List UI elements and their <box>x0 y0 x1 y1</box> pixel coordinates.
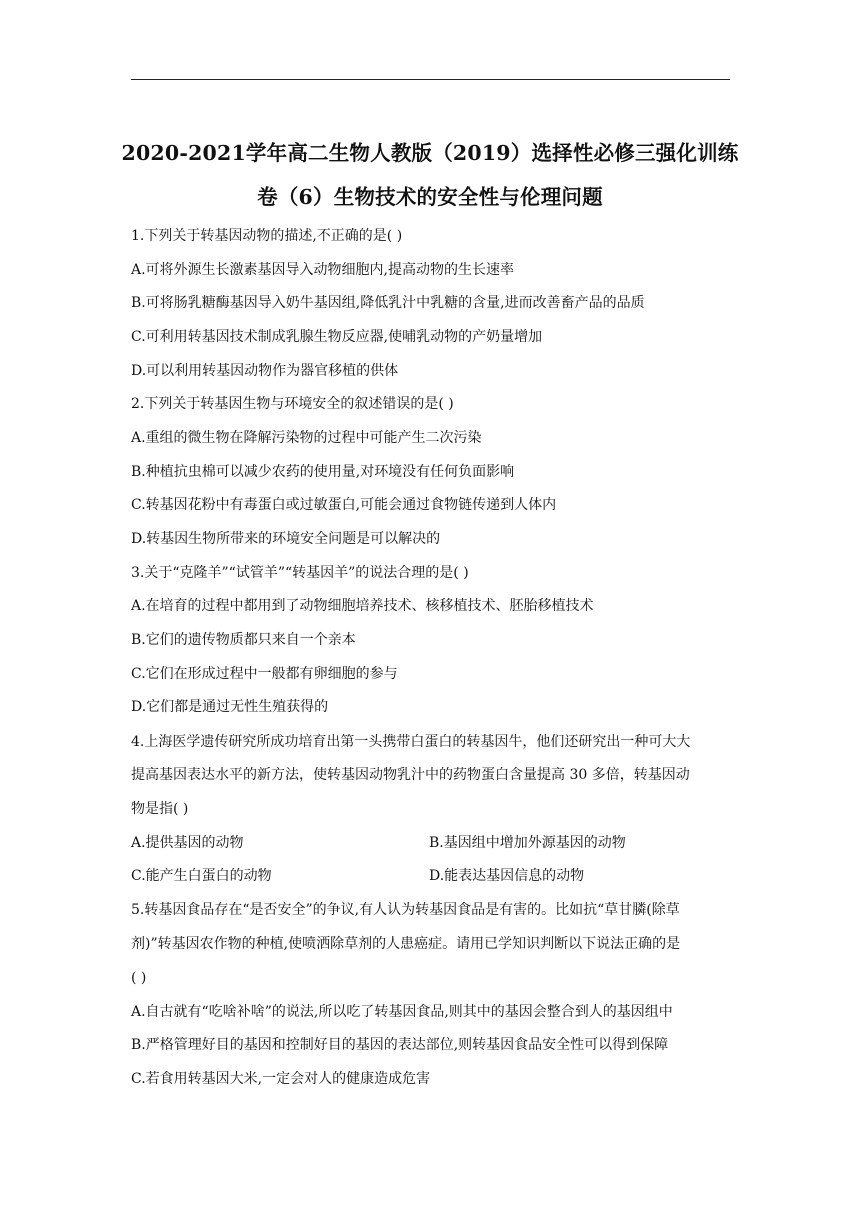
question-5-option-c: C.若食用转基因大米,一定会对人的健康造成危害 <box>131 1071 431 1087</box>
question-3-stem: 3.关于“克隆羊”“试管羊”“转基因羊”的说法合理的是( ) <box>131 565 469 581</box>
question-5-stem-line-2: 剂)”转基因农作物的种植,使喷洒除草剂的人患癌症。请用已学知识判断以下说法正确的是 <box>131 936 681 952</box>
question-5-stem-line-3: ( ) <box>131 970 147 986</box>
question-4-stem-line-1: 4.上海医学遗传研究所成功培育出第一头携带白蛋白的转基因牛，他们还研究出一种可大大 <box>131 734 691 750</box>
header-rule <box>131 79 730 80</box>
question-5-option-a: A.自古就有“吃啥补啥”的说法,所以吃了转基因食品,则其中的基因会整合到人的基因组中 <box>131 1004 673 1020</box>
question-3-option-d: D.它们都是通过无性生殖获得的 <box>131 699 329 715</box>
question-4-option-c: C.能产生白蛋白的动物 <box>131 868 272 884</box>
question-4-stem-line-2: 提高基因表达水平的新方法，使转基因动物乳汁中的药物蛋白含量提高 30 多倍，转基因动 <box>131 767 690 783</box>
question-2-stem: 2.下列关于转基因生物与环境安全的叙述错误的是( ) <box>131 396 454 412</box>
question-3-option-a: A.在培育的过程中都用到了动物细胞培养技术、核移植技术、胚胎移植技术 <box>131 598 594 614</box>
question-1-stem: 1.下列关于转基因动物的描述,不正确的是( ) <box>131 228 403 244</box>
question-2-option-b: B.种植抗虫棉可以减少农药的使用量,对环境没有任何负面影响 <box>131 464 515 480</box>
question-4-option-b: B.基因组中增加外源基因的动物 <box>429 835 626 851</box>
question-4-option-a: A.提供基因的动物 <box>131 835 244 851</box>
question-3-option-c: C.它们在形成过程中一般都有卵细胞的参与 <box>131 666 398 682</box>
question-1-option-a: A.可将外源生长激素基因导入动物细胞内,提高动物的生长速率 <box>131 262 515 278</box>
question-1-option-b: B.可将肠乳糖酶基因导入奶牛基因组,降低乳汁中乳糖的含量,进而改善畜产品的品质 <box>131 295 645 311</box>
page-title-line-1: 2020-2021学年高二生物人教版（2019）选择性必修三强化训练 <box>121 141 739 165</box>
page-title-line-2: 卷（6）生物技术的安全性与伦理问题 <box>257 185 603 209</box>
question-2-option-c: C.转基因花粉中有毒蛋白或过敏蛋白,可能会通过食物链传递到人体内 <box>131 497 557 513</box>
question-1-option-c: C.可利用转基因技术制成乳腺生物反应器,使哺乳动物的产奶量增加 <box>131 329 543 345</box>
question-5-stem-line-1: 5.转基因食品存在“是否安全”的争议,有人认为转基因食品是有害的。比如抗“草甘膦(除草 <box>131 902 680 918</box>
question-5-option-b: B.严格管理好目的基因和控制好目的基因的表达部位,则转基因食品安全性可以得到保障 <box>131 1037 669 1053</box>
question-4-stem-line-3: 物是指( ) <box>131 801 189 817</box>
question-3-option-b: B.它们的遗传物质都只来自一个亲本 <box>131 632 356 648</box>
question-1-option-d: D.可以利用转基因动物作为器官移植的供体 <box>131 363 399 379</box>
question-2-option-d: D.转基因生物所带来的环境安全问题是可以解决的 <box>131 531 441 547</box>
question-2-option-a: A.重组的微生物在降解污染物的过程中可能产生二次污染 <box>131 430 482 446</box>
question-4-option-d: D.能表达基因信息的动物 <box>429 868 585 884</box>
